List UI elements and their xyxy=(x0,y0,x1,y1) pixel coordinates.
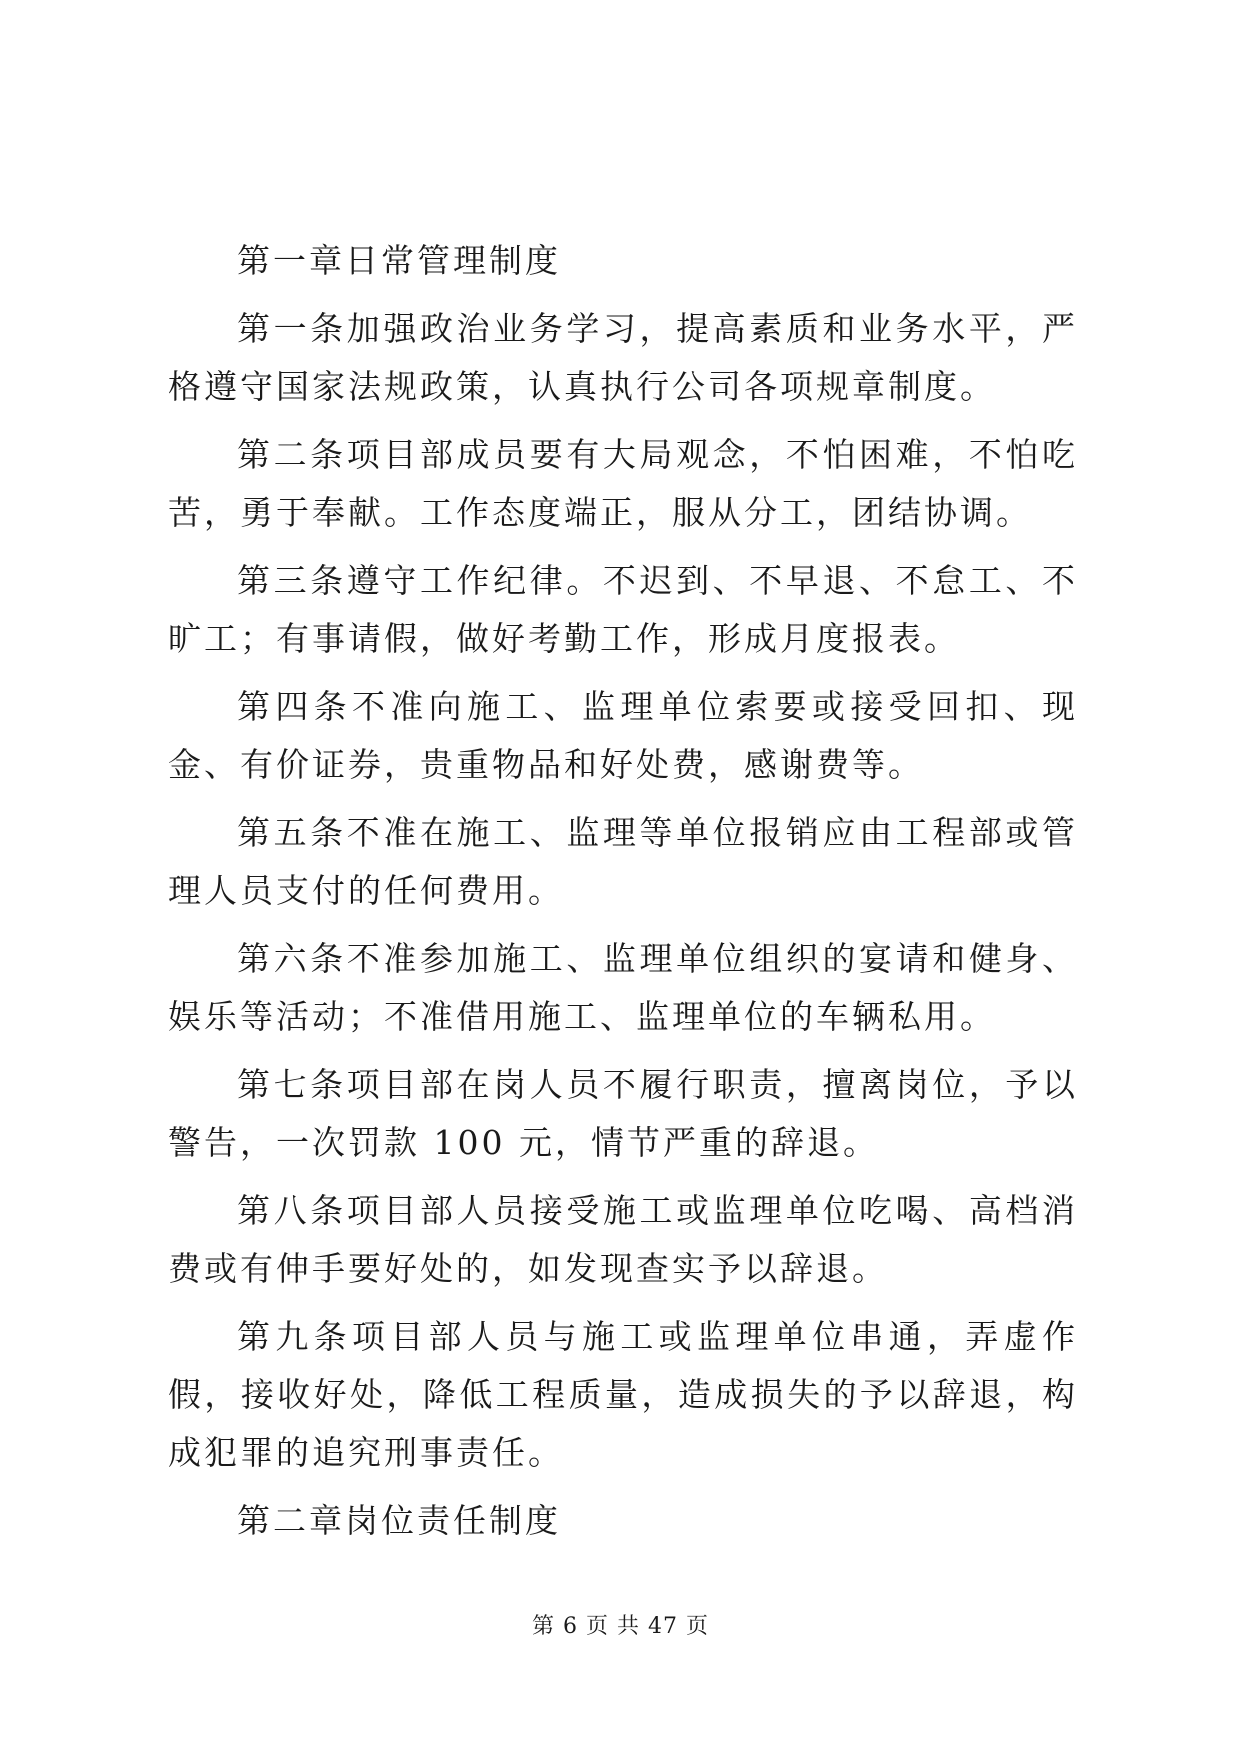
article-paragraph: 第四条不准向施工、监理单位索要或接受回扣、现金、有价证券，贵重物品和好处费，感谢费等。 xyxy=(168,687,1078,784)
article-paragraph: 第三条遵守工作纪律。不迟到、不早退、不怠工、不旷工；有事请假，做好考勤工作，形成月度报表。 xyxy=(168,561,1078,658)
chapter-heading: 第一章日常管理制度 xyxy=(237,241,561,280)
article-paragraph: 第二条项目部成员要有大局观念，不怕困难，不怕吃苦，勇于奉献。工作态度端正，服从分工，团结协调。 xyxy=(168,435,1078,532)
article-paragraph: 第九条项目部人员与施工或监理单位串通，弄虚作假，接收好处，降低工程质量，造成损失的予以辞退，构成犯罪的追究刑事责任。 xyxy=(168,1317,1078,1472)
article-paragraph: 第一条加强政治业务学习，提高素质和业务水平，严格遵守国家法规政策，认真执行公司各项规章制度。 xyxy=(168,309,1078,406)
article-paragraph: 第五条不准在施工、监理等单位报销应由工程部或管理人员支付的任何费用。 xyxy=(168,813,1078,910)
document-body xyxy=(168,232,1078,1560)
chapter-heading: 第二章岗位责任制度 xyxy=(237,1501,561,1540)
article-paragraph: 第六条不准参加施工、监理单位组织的宴请和健身、娱乐等活动；不准借用施工、监理单位的车辆私用。 xyxy=(168,939,1078,1036)
article-paragraph: 第七条项目部在岗人员不履行职责，擅离岗位，予以警告，一次罚款 100 元，情节严重的辞退。 xyxy=(168,1065,1078,1162)
page-footer: 第 6 页 共 47 页 xyxy=(532,1614,709,1639)
article-paragraph: 第八条项目部人员接受施工或监理单位吃喝、高档消费或有伸手要好处的，如发现查实予以辞退。 xyxy=(168,1191,1078,1288)
